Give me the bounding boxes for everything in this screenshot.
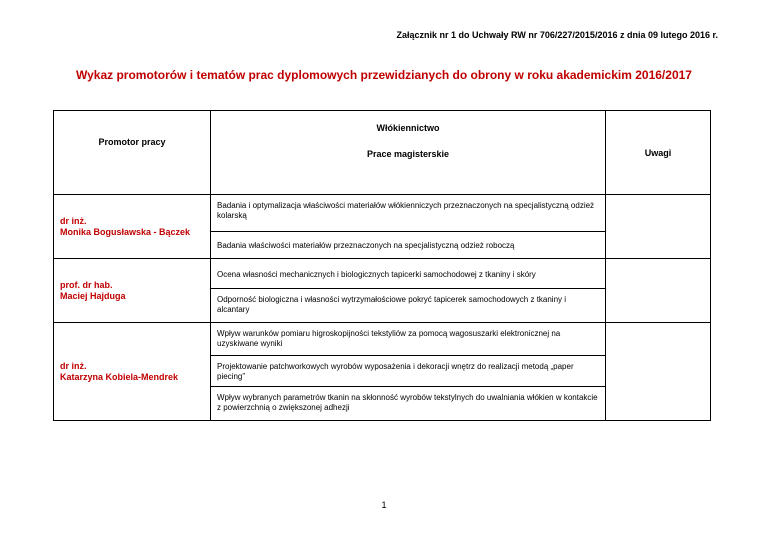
promotor-cell bbox=[54, 195, 211, 259]
annex-reference: Załącznik nr 1 do Uchwały RW nr 706/227/2015/2016 z dnia 09 lutego 2016 r. bbox=[396, 30, 718, 40]
table-row bbox=[54, 259, 711, 289]
page-number: 1 bbox=[381, 500, 387, 510]
header-notes: Uwagi bbox=[606, 111, 711, 195]
table-row bbox=[54, 195, 711, 232]
promotor-name: Maciej Hajduga bbox=[60, 290, 126, 301]
promotors-table bbox=[53, 110, 711, 421]
header-promotor: Promotor pracy bbox=[54, 111, 211, 195]
notes-cell bbox=[606, 259, 711, 323]
table-header-row bbox=[54, 111, 711, 195]
table-row bbox=[54, 323, 711, 356]
promotor-cell bbox=[54, 259, 211, 323]
header-field-name: Włókiennictwo bbox=[376, 123, 440, 133]
header-field bbox=[211, 111, 606, 195]
promotor-title: dr inż. bbox=[60, 215, 87, 226]
topic-cell: Wpływ warunków pomiaru higroskopijności tekstyliów za pomocą wagosuszarki elektronicznej na uzyskiwane wyniki bbox=[211, 323, 606, 356]
promotor-name: Katarzyna Kobiela-Mendrek bbox=[60, 371, 179, 382]
promotor-title: prof. dr hab. bbox=[60, 279, 113, 290]
topic-cell: Badania i optymalizacja właściwości materiałów włókienniczych przeznaczonych na specjalistyczną odzież kolarską bbox=[211, 195, 606, 232]
page-title: Wykaz promotorów i tematów prac dyplomowych przewidzianych do obrony w roku akademickim 2016/2017 bbox=[76, 68, 692, 82]
notes-cell bbox=[606, 195, 711, 259]
topic-cell: Odporność biologiczna i własności wytrzymałościowe pokryć tapicerek samochodowych z tkaniny i alcantary bbox=[211, 289, 606, 323]
topic-cell: Projektowanie patchworkowych wyrobów wyposażenia i dekoracji wnętrz do realizacji metodą „paper piecing” bbox=[211, 356, 606, 387]
promotor-name: Monika Bogusławska - Bączek bbox=[60, 226, 191, 237]
header-thesis-type: Prace magisterskie bbox=[366, 149, 450, 159]
notes-cell bbox=[606, 323, 711, 421]
topic-cell: Ocena własności mechanicznych i biologicznych tapicerki samochodowej z tkaniny i skóry bbox=[211, 259, 606, 289]
topic-cell: Wpływ wybranych parametrów tkanin na skłonność wyrobów tekstylnych do uwalniania włókien w kontakcie z powierzchnią o zwiększonej adhezji bbox=[211, 387, 606, 421]
promotor-title: dr inż. bbox=[60, 360, 87, 371]
promotor-cell bbox=[54, 323, 211, 421]
topic-cell: Badania właściwości materiałów przeznaczonych na specjalistyczną odzież roboczą bbox=[211, 232, 606, 259]
